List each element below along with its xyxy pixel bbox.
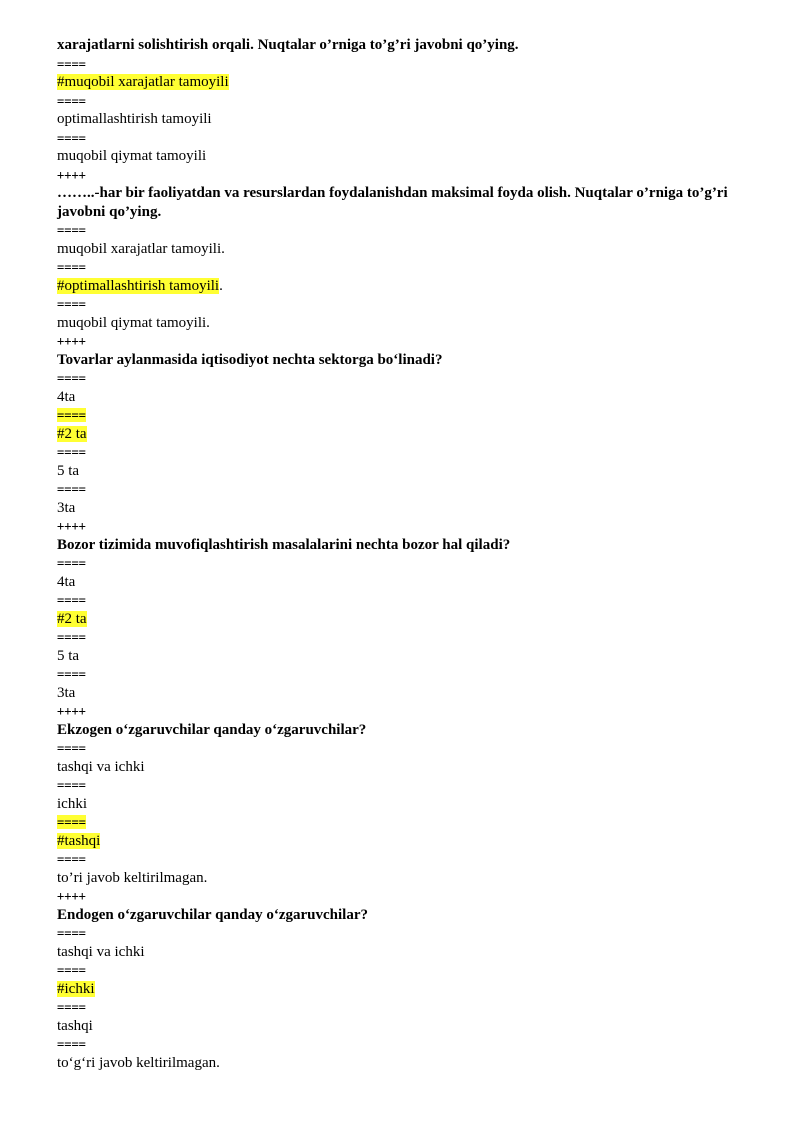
line-text: ====: [57, 815, 86, 829]
answer-option: [57, 73, 757, 92]
answer-option: [57, 610, 757, 629]
separator-line: [57, 887, 757, 906]
line-text: ichki: [57, 795, 87, 812]
answer-option: [57, 980, 757, 999]
separator-line: [57, 295, 757, 314]
line-text: xarajatlarni solishtirish orqali. Nuqtalar o’rniga to’g’ri javobni qo’ying.: [57, 37, 519, 53]
question-text: [57, 351, 757, 370]
answer-option: [57, 1017, 757, 1036]
line-text: #tashqi: [57, 832, 101, 849]
line-text: ====: [57, 130, 86, 145]
line-text: ====: [57, 93, 86, 108]
line-text: ====: [57, 297, 86, 311]
line-text: ====: [57, 482, 86, 496]
separator-line: [57, 221, 757, 240]
line-text: Endogen o‘zgaruvchilar qanday o‘zgaruvchilar?: [57, 906, 368, 923]
answer-option: [57, 277, 757, 296]
line-text: 3ta: [57, 499, 76, 516]
line-text: #optimallashtirish tamoyili: [57, 277, 220, 294]
line-text: ++++: [57, 334, 86, 348]
answer-option: [57, 314, 757, 333]
separator-line: [57, 369, 757, 388]
line-text: muqobil qiymat tamoyili.: [57, 314, 210, 331]
separator-line: [57, 591, 757, 610]
question-text: [57, 721, 757, 740]
line-text: #2 ta: [57, 610, 87, 627]
line-text: ====: [57, 963, 86, 977]
answer-option: [57, 869, 757, 888]
answer-option: [57, 110, 757, 129]
line-text: Tovarlar aylanmasida iqtisodiyot nechta sektorga bo‘linadi?: [57, 351, 443, 368]
answer-option: [57, 1054, 757, 1073]
line-text: 4ta: [57, 388, 76, 405]
question-text: [57, 36, 757, 55]
line-suffix: .: [219, 277, 223, 294]
answer-option: [57, 573, 757, 592]
line-text: #muqobil xarajatlar tamoyili: [57, 74, 229, 90]
line-text: ====: [57, 260, 86, 274]
separator-line: [57, 702, 757, 721]
line-text: 5 ta: [57, 647, 80, 664]
line-text: ====: [57, 408, 86, 422]
line-text: ====: [57, 371, 86, 385]
line-text: ====: [57, 556, 86, 570]
line-text: ====: [57, 778, 86, 792]
separator-line: [57, 406, 757, 425]
answer-option: [57, 943, 757, 962]
line-text: ====: [57, 1000, 86, 1014]
line-text: ====: [57, 1037, 86, 1051]
separator-line: [57, 776, 757, 795]
line-text: ====: [57, 852, 86, 866]
line-text: muqobil xarajatlar tamoyili.: [57, 240, 225, 257]
line-text: 3ta: [57, 684, 76, 701]
line-text: #2 ta: [57, 425, 87, 442]
separator-line: [57, 739, 757, 758]
line-text: ====: [57, 593, 86, 607]
separator-line: [57, 1035, 757, 1054]
line-text: #ichki: [57, 980, 95, 997]
answer-option: [57, 425, 757, 444]
separator-line: [57, 92, 757, 111]
line-text: tashqi va ichki: [57, 943, 145, 960]
answer-option: [57, 147, 757, 166]
line-text: ====: [57, 630, 86, 644]
line-text: Bozor tizimida muvofiqlashtirish masalalarini nechta bozor hal qiladi?: [57, 536, 511, 553]
line-text: to’ri javob keltirilmagan.: [57, 869, 208, 886]
line-text: ……..-har bir faoliyatdan va resurslardan foydalanishdan maksimal foyda olish. Nuqtalar o’rniga to’g’ri javobni qo’ying.: [57, 185, 728, 220]
question-text: [57, 184, 757, 221]
line-text: ====: [57, 445, 86, 459]
answer-option: [57, 240, 757, 259]
line-text: ++++: [57, 167, 86, 182]
separator-line: [57, 665, 757, 684]
line-text: ++++: [57, 519, 86, 533]
line-text: ====: [57, 223, 86, 237]
separator-line: [57, 332, 757, 351]
separator-line: [57, 554, 757, 573]
separator-line: [57, 850, 757, 869]
separator-line: [57, 628, 757, 647]
answer-option: [57, 795, 757, 814]
line-text: Ekzogen o‘zgaruvchilar qanday o‘zgaruvchilar?: [57, 721, 367, 738]
separator-line: [57, 961, 757, 980]
separator-line: [57, 166, 757, 185]
answer-option: [57, 462, 757, 481]
separator-line: [57, 998, 757, 1017]
separator-line: [57, 258, 757, 277]
question-text: [57, 906, 757, 925]
separator-line: [57, 129, 757, 148]
separator-line: [57, 55, 757, 74]
question-text: [57, 536, 757, 555]
answer-option: [57, 388, 757, 407]
line-text: ====: [57, 56, 86, 71]
answer-option: [57, 499, 757, 518]
line-text: 5 ta: [57, 462, 80, 479]
line-text: optimallashtirish tamoyili: [57, 111, 212, 127]
answer-option: [57, 647, 757, 666]
line-text: tashqi va ichki: [57, 758, 145, 775]
answer-option: [57, 758, 757, 777]
line-text: ====: [57, 667, 86, 681]
separator-line: [57, 443, 757, 462]
line-text: ====: [57, 926, 86, 940]
separator-line: [57, 517, 757, 536]
line-text: tashqi: [57, 1017, 93, 1034]
line-text: ++++: [57, 704, 86, 718]
line-text: ++++: [57, 889, 86, 903]
line-text: to‘g‘ri javob keltirilmagan.: [57, 1054, 220, 1071]
line-text: 4ta: [57, 573, 76, 590]
separator-line: [57, 480, 757, 499]
separator-line: [57, 924, 757, 943]
answer-option: [57, 832, 757, 851]
line-text: ====: [57, 741, 86, 755]
separator-line: [57, 813, 757, 832]
answer-option: [57, 684, 757, 703]
line-text: muqobil qiymat tamoyili: [57, 148, 207, 164]
